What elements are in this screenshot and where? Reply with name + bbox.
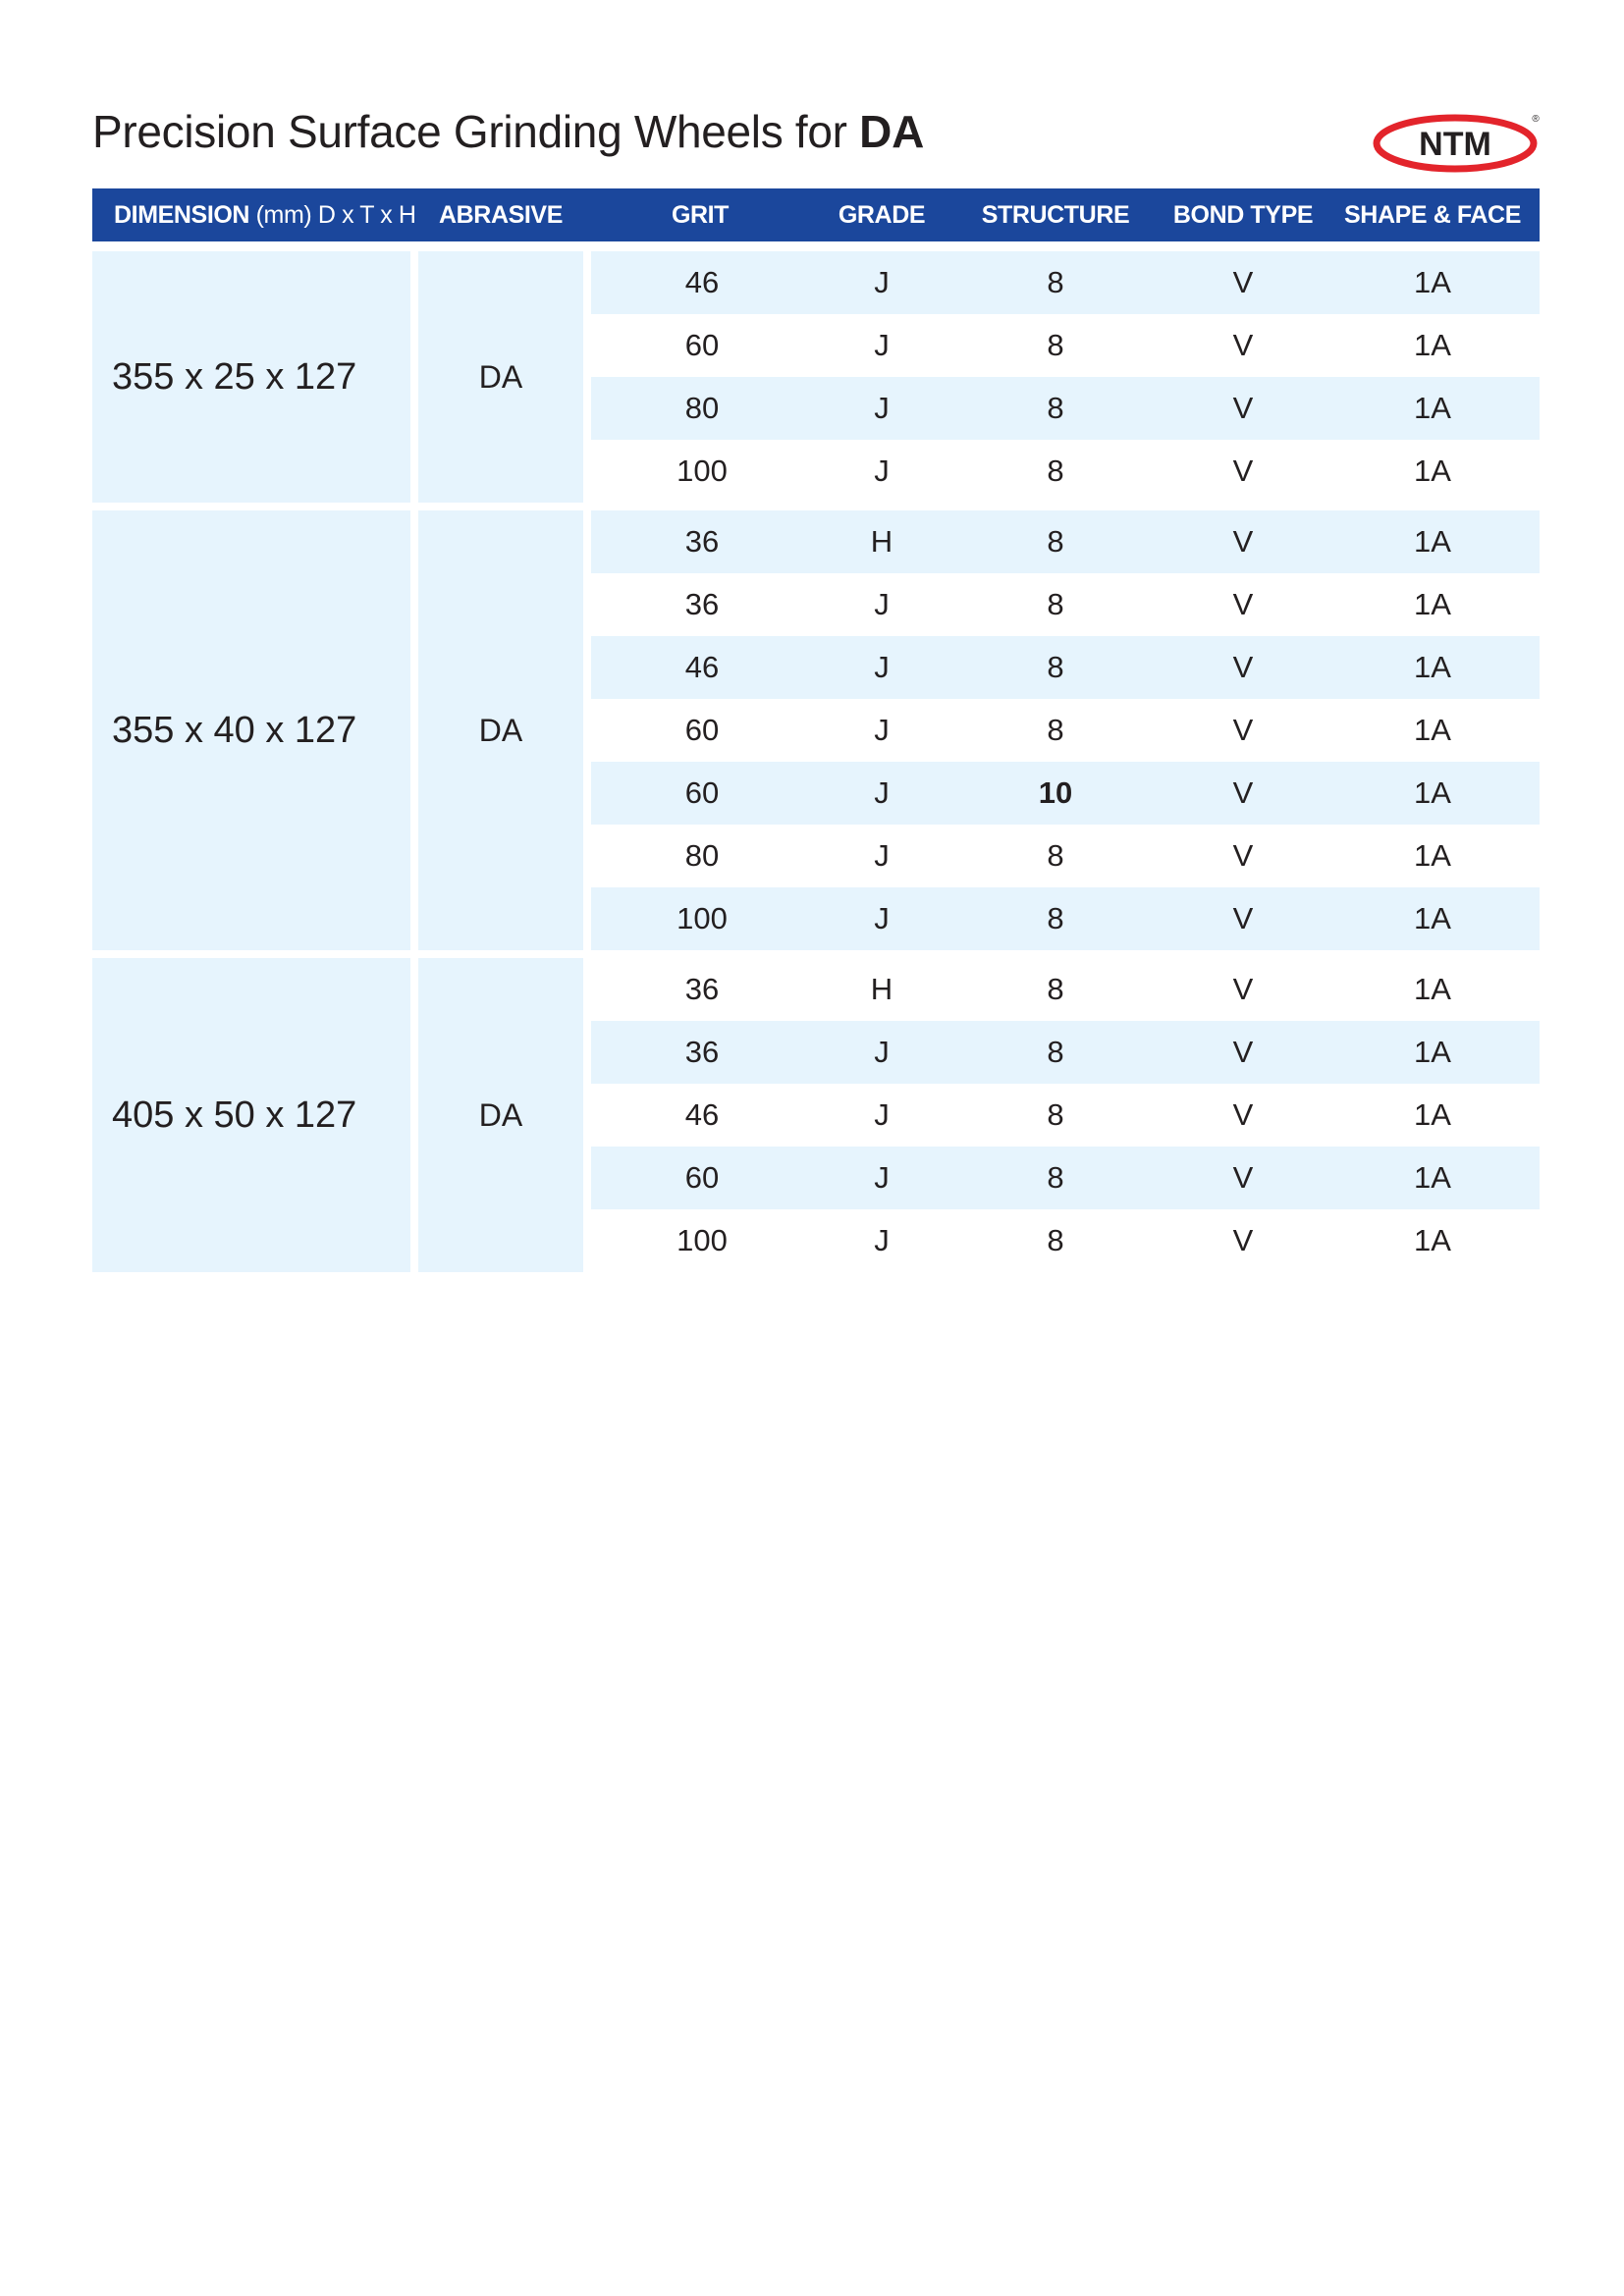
header-abrasive: ABRASIVE (414, 188, 587, 246)
shape-face-cell: 1A (1326, 954, 1540, 1021)
grade-cell: J (813, 699, 950, 762)
grade-cell: H (813, 954, 950, 1021)
grade-cell: J (813, 1021, 950, 1084)
abrasive-cell: DA (414, 507, 587, 954)
shape-face-cell: 1A (1326, 377, 1540, 440)
structure-cell: 8 (950, 314, 1161, 377)
shape-face-cell: 1A (1326, 825, 1540, 887)
grit-cell: 100 (587, 440, 813, 507)
structure-cell: 8 (950, 573, 1161, 636)
header-dimension-unit: (mm) D x T x H (249, 200, 416, 229)
grade-cell: J (813, 1147, 950, 1209)
structure-cell: 8 (950, 1021, 1161, 1084)
grit-cell: 60 (587, 314, 813, 377)
bond-type-cell: V (1161, 440, 1326, 507)
structure-cell: 8 (950, 699, 1161, 762)
header-grit: GRIT (587, 188, 813, 246)
structure-cell: 8 (950, 440, 1161, 507)
grit-cell: 36 (587, 573, 813, 636)
grit-cell: 46 (587, 636, 813, 699)
grade-cell: J (813, 377, 950, 440)
page-title-text: Precision Surface Grinding Wheels for (92, 106, 860, 157)
grit-cell: 100 (587, 1209, 813, 1276)
grade-cell: J (813, 440, 950, 507)
table-body (92, 246, 1540, 1276)
shape-face-cell: 1A (1326, 573, 1540, 636)
shape-face-cell: 1A (1326, 314, 1540, 377)
bond-type-cell: V (1161, 636, 1326, 699)
grit-cell: 80 (587, 825, 813, 887)
grade-cell: J (813, 573, 950, 636)
grit-cell: 36 (587, 507, 813, 573)
structure-cell: 8 (950, 825, 1161, 887)
shape-face-cell: 1A (1326, 507, 1540, 573)
grit-cell: 80 (587, 377, 813, 440)
header-structure: STRUCTURE (950, 188, 1161, 246)
shape-face-cell: 1A (1326, 636, 1540, 699)
bond-type-cell: V (1161, 377, 1326, 440)
page-title-bold: DA (859, 106, 925, 157)
grit-cell: 100 (587, 887, 813, 954)
grade-cell: J (813, 762, 950, 825)
shape-face-cell: 1A (1326, 1209, 1540, 1276)
bond-type-cell: V (1161, 1147, 1326, 1209)
bond-type-cell: V (1161, 1084, 1326, 1147)
bond-type-cell: V (1161, 573, 1326, 636)
table-row (92, 507, 1540, 573)
dimension-cell: 355 x 25 x 127 (92, 246, 414, 507)
logo-text: NTM (1419, 126, 1491, 163)
header-shape-face: SHAPE & FACE (1326, 188, 1540, 246)
header-dimension-label: DIMENSION (114, 200, 250, 229)
grade-cell: J (813, 636, 950, 699)
grade-cell: J (813, 1209, 950, 1276)
bond-type-cell: V (1161, 762, 1326, 825)
table-row (92, 246, 1540, 314)
table-row (92, 954, 1540, 1021)
shape-face-cell: 1A (1326, 1084, 1540, 1147)
structure-cell: 8 (950, 507, 1161, 573)
grinding-wheels-table (92, 188, 1540, 1280)
bond-type-cell: V (1161, 699, 1326, 762)
abrasive-cell: DA (414, 246, 587, 507)
structure-cell: 8 (950, 636, 1161, 699)
dimension-cell: 355 x 40 x 127 (92, 507, 414, 954)
shape-face-cell: 1A (1326, 1147, 1540, 1209)
shape-face-cell: 1A (1326, 1021, 1540, 1084)
header-bond-type: BOND TYPE (1161, 188, 1326, 246)
structure-cell: 8 (950, 954, 1161, 1021)
structure-cell: 8 (950, 887, 1161, 954)
bond-type-cell: V (1161, 954, 1326, 1021)
grit-cell: 60 (587, 699, 813, 762)
abrasive-cell: DA (414, 954, 587, 1276)
grade-cell: J (813, 887, 950, 954)
grit-cell: 46 (587, 1084, 813, 1147)
grit-cell: 60 (587, 762, 813, 825)
ntm-logo (1373, 110, 1543, 173)
bond-type-cell: V (1161, 314, 1326, 377)
shape-face-cell: 1A (1326, 440, 1540, 507)
structure-cell: 8 (950, 377, 1161, 440)
page-title (92, 102, 924, 161)
bond-type-cell: V (1161, 246, 1326, 314)
grade-cell: J (813, 1084, 950, 1147)
table-header (92, 188, 1540, 246)
shape-face-cell: 1A (1326, 246, 1540, 314)
header-dimension (92, 188, 414, 246)
grade-cell: J (813, 246, 950, 314)
grade-cell: J (813, 825, 950, 887)
grit-cell: 36 (587, 1021, 813, 1084)
grit-cell: 36 (587, 954, 813, 1021)
header-grade: GRADE (813, 188, 950, 246)
structure-cell: 8 (950, 1209, 1161, 1276)
structure-cell-highlight: 10 (950, 762, 1161, 825)
structure-cell: 8 (950, 1084, 1161, 1147)
bond-type-cell: V (1161, 1209, 1326, 1276)
bond-type-cell: V (1161, 825, 1326, 887)
structure-cell: 8 (950, 1147, 1161, 1209)
grit-cell: 60 (587, 1147, 813, 1209)
shape-face-cell: 1A (1326, 699, 1540, 762)
shape-face-cell: 1A (1326, 887, 1540, 954)
grade-cell: H (813, 507, 950, 573)
structure-cell: 8 (950, 246, 1161, 314)
grade-cell: J (813, 314, 950, 377)
bond-type-cell: V (1161, 507, 1326, 573)
grit-cell: 46 (587, 246, 813, 314)
dimension-cell: 405 x 50 x 127 (92, 954, 414, 1276)
table-header-row (92, 188, 1540, 246)
bond-type-cell: V (1161, 1021, 1326, 1084)
shape-face-cell: 1A (1326, 762, 1540, 825)
bond-type-cell: V (1161, 887, 1326, 954)
registered-mark: ® (1532, 114, 1540, 125)
